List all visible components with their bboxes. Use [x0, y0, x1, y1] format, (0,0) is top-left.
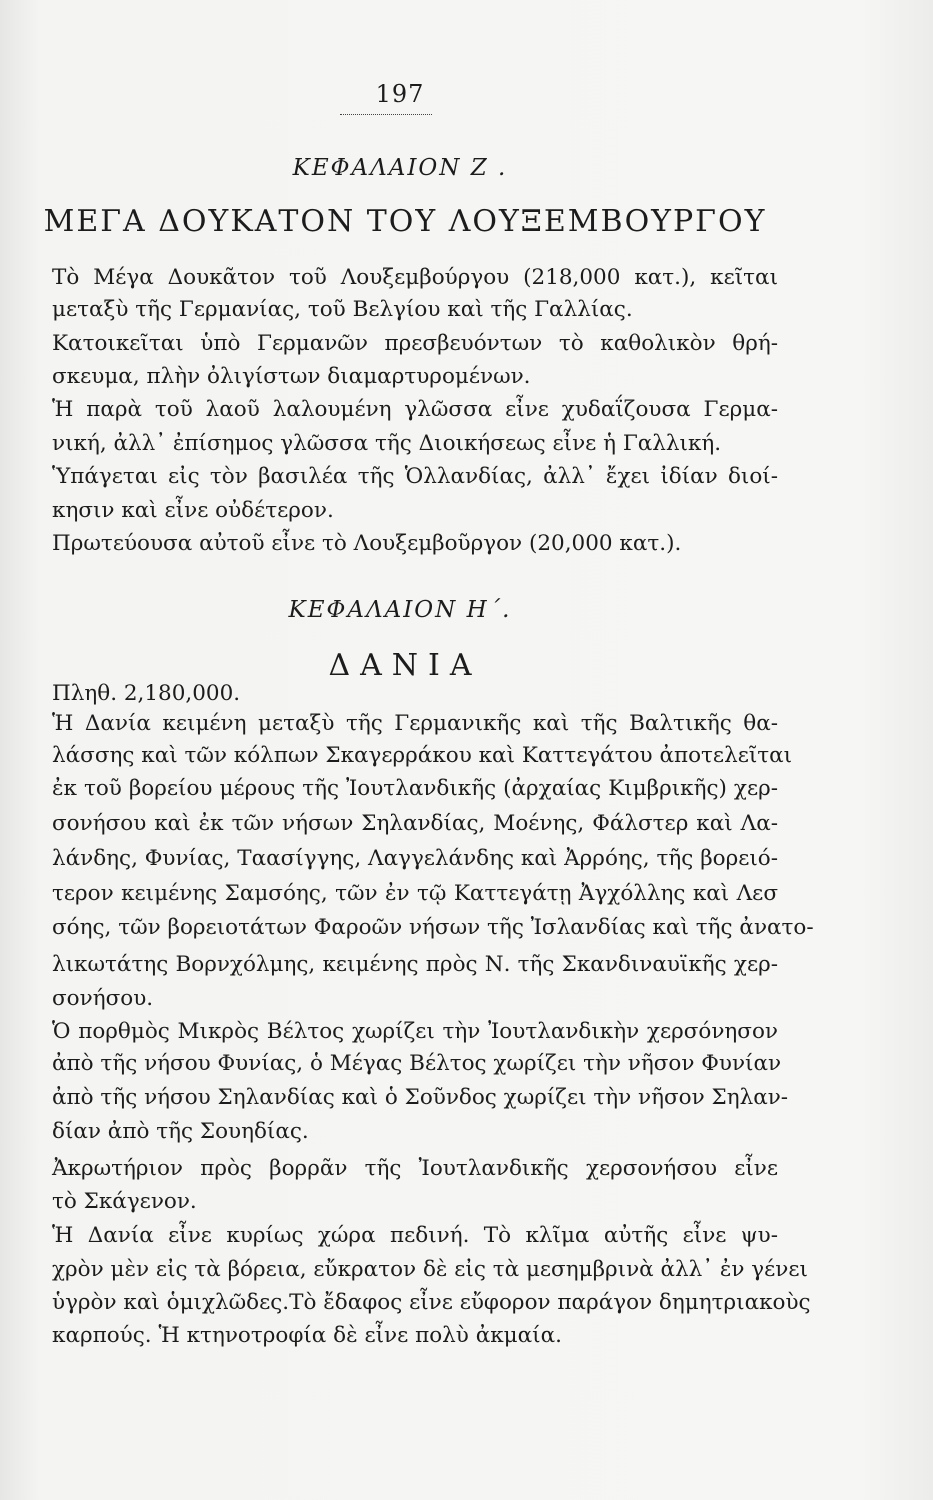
text-line: σόης, τῶν βορειοτάτων Φαροῶν νήσων τῆς Ἰσλανδίας καὶ τῆς ἀνατο- — [52, 915, 814, 940]
text-line: σονήσου καὶ ἐκ τῶν νήσων Σηλανδίας, Μοένης, Φάλστερ καὶ Λα- — [52, 811, 778, 836]
text-line: ἐκ τοῦ βορείου μέρους τῆς Ἰουτλανδικῆς (ἀρχαίας Κιμβρικῆς) χερ- — [52, 776, 778, 801]
chapter-title: ΜΕΓΑ ΔΟΥΚΑΤΟΝ ΤΟΥ ΛΟΥΞΕΜΒΟΥΡΓΟΥ — [43, 204, 767, 239]
text-line: Ὁ πορθμὸς Μικρὸς Βέλτος χωρίζει τὴν Ἰουτλανδικὴν χερσόνησον — [52, 1019, 778, 1044]
text-line: νική, ἀλλ᾽ ἐπίσημος γλῶσσα τῆς Διοικήσεως εἶνε ἡ Γαλλική. — [52, 431, 722, 456]
text-line: σονήσου. — [52, 986, 154, 1011]
text-line: λάσσης καὶ τῶν κόλπων Σκαγερράκου καὶ Καττεγάτου ἀποτελεῖται — [52, 743, 793, 768]
text-line: Ὑπάγεται εἰς τὸν βασιλέα τῆς Ὁλλανδίας, ἀλλ᾽ ἔχει ἰδίαν διοί- — [52, 464, 778, 489]
text-line: ἀπὸ τῆς νήσου Σηλανδίας καὶ ὁ Σοῦνδος χωρίζει τὴν νῆσον Σηλαν- — [52, 1085, 789, 1110]
chapter-heading: ΚΕΦΑΛΑΙΟΝ Ζ . — [292, 155, 508, 181]
text-line: κησιν καὶ εἶνε οὐδέτερον. — [52, 498, 334, 523]
text-line: Ἡ Δανία κειμένη μεταξὺ τῆς Γερμανικῆς καὶ τῆς Βαλτικῆς θα- — [52, 711, 778, 736]
text-line: Πρωτεύουσα αὐτοῦ εἶνε τὸ Λουξεμβοῦργον (20,000 κατ.). — [52, 531, 682, 556]
text-line: μεταξὺ τῆς Γερμανίας, τοῦ Βελγίου καὶ τῆς Γαλλίας. — [52, 297, 633, 322]
page-number-rule — [340, 114, 432, 115]
text-line: χρὸν μὲν εἰς τὰ βόρεια, εὔκρατον δὲ εἰς τὰ μεσημβρινὰ ἀλλ᾽ ἐν γένει — [52, 1257, 808, 1282]
text-line: ἀπὸ τῆς νήσου Φυνίας, ὁ Μέγας Βέλτος χωρίζει τὴν νῆσον Φυνίαν — [52, 1051, 782, 1076]
population-line: Πληθ. 2,180,000. — [52, 681, 241, 706]
text-line: Κατοικεῖται ὑπὸ Γερμανῶν πρεσβευόντων τὸ καθολικὸν θρή- — [52, 331, 778, 356]
text-line: τερον κειμένης Σαμσόης, τῶν ἐν τῷ Καττεγάτῃ Ἀγχόλλης καὶ Λεσ — [52, 881, 778, 906]
text-line: σκευμα, πλὴν ὀλιγίστων διαμαρτυρομένων. — [52, 364, 531, 389]
text-line: Ἡ παρὰ τοῦ λαοῦ λαλουμένη γλῶσσα εἶνε χυδαΐζουσα Γερμα- — [52, 397, 778, 422]
page-number: 197 — [375, 80, 425, 108]
text-line: λικωτάτης Βορνχόλμης, κειμένης πρὸς Ν. τῆς Σκανδιναυϊκῆς χερ- — [52, 952, 778, 977]
text-line: δίαν ἀπὸ τῆς Σουηδίας. — [52, 1119, 309, 1144]
chapter-heading: ΚΕΦΑΛΑΙΟΝ Η΄. — [288, 597, 512, 623]
text-line: ὑγρὸν καὶ ὁμιχλῶδες.Τὸ ἔδαφος εἶνε εὔφορον παράγον δημητριακοὺς — [52, 1290, 811, 1315]
text-line: Τὸ Μέγα Δουκᾶτον τοῦ Λουξεμβούργου (218,000 κατ.), κεῖται — [52, 265, 778, 290]
text-line: λάνδης, Φυνίας, Ταασίγγης, Λαγγελάνδης καὶ Ἀρρόης, τῆς βορειό- — [52, 846, 778, 871]
text-line: Ἡ Δανία εἶνε κυρίως χώρα πεδινή. Τὸ κλῖμα αὐτῆς εἶνε ψυ- — [52, 1223, 778, 1248]
text-line: καρπούς. Ἡ κτηνοτροφία δὲ εἶνε πολὺ ἀκμαία. — [52, 1323, 562, 1348]
text-line: Ἀκρωτήριον πρὸς βορρᾶν τῆς Ἰουτλανδικῆς χερσονήσου εἶνε — [52, 1156, 778, 1181]
chapter-title: ΔΑΝΙΑ — [328, 648, 482, 683]
text-line: τὸ Σκάγενον. — [52, 1189, 197, 1214]
